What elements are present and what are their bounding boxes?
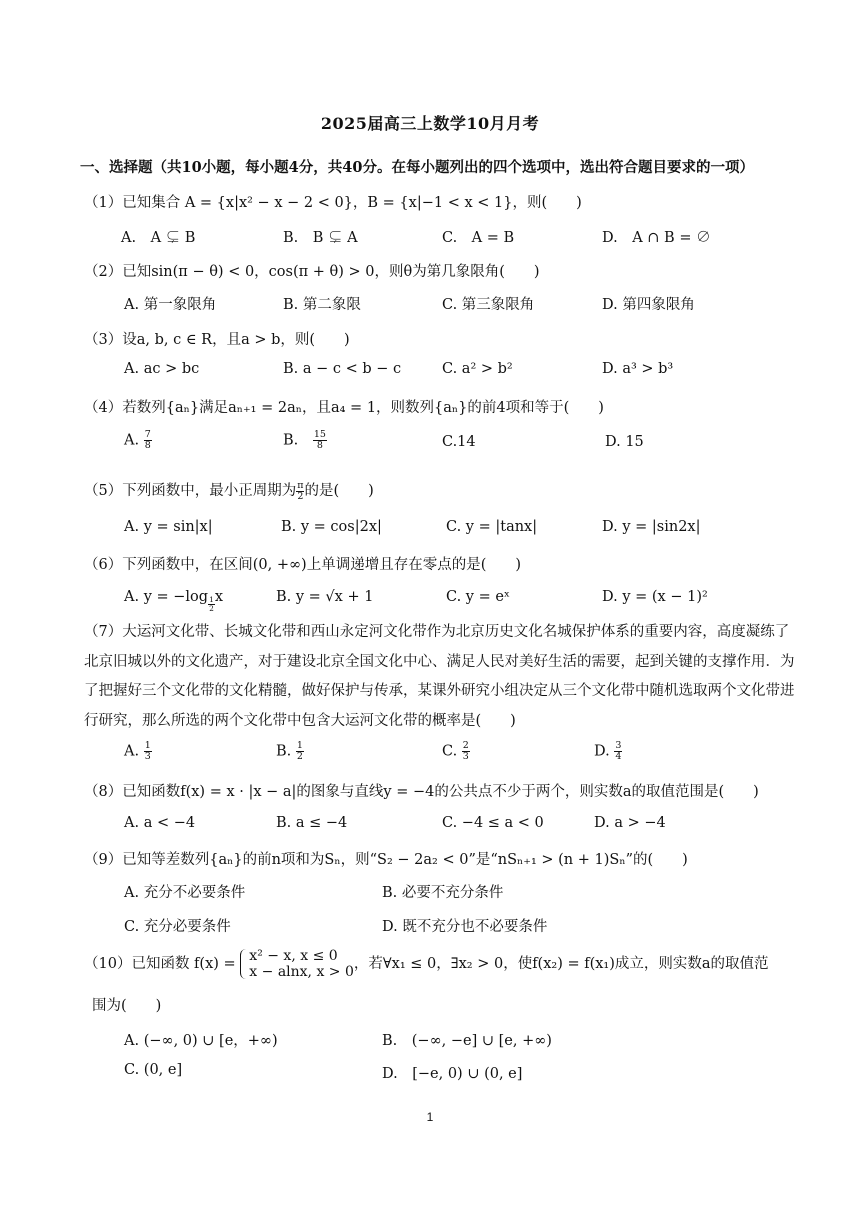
q6-option-d: D. y = (x − 1)²	[602, 589, 708, 605]
fraction-denominator: 2	[209, 604, 214, 613]
q5-option-c: C. y = |tanx|	[446, 519, 538, 535]
q4-option-d: D. 15	[605, 434, 644, 450]
q10-stem-pre: （10）已知函数 f(x) =	[84, 956, 236, 972]
fraction-denominator: 8	[316, 440, 323, 451]
q1-option-a: A. A ⊊ B	[121, 230, 196, 246]
q2-option-d: D. 第四象限角	[602, 297, 695, 313]
question-1-stem: （1）已知集合 A = {x|x² − x − 2 < 0}，B = {x|−1 < x < 1}，则( )	[84, 195, 582, 211]
q5-stem-pre: （5）下列函数中，最小正周期为	[84, 483, 297, 499]
q10-option-b: B. (−∞, −e] ∪ [e, +∞)	[382, 1033, 552, 1049]
fraction-denominator: 3	[144, 751, 151, 762]
q7-option-d	[594, 741, 622, 762]
fraction-numerator: 15	[313, 429, 326, 440]
q2-option-b: B. 第二象限	[283, 297, 361, 313]
q7-option-c-fraction	[462, 741, 470, 762]
q4-option-a-letter: A.	[124, 432, 140, 449]
fraction-numerator: 1	[209, 595, 214, 604]
q4-option-a	[124, 430, 152, 451]
q6-option-a-text: A. y = −log	[124, 589, 209, 605]
fraction-numerator: 3	[615, 740, 622, 751]
question-9-stem: （9）已知等差数列{aₙ}的前n项和为Sₙ，则“S₂ − 2a₂ < 0”是“nSₙ₊₁ > (n + 1)Sₙ”的( )	[84, 852, 688, 868]
q9-option-b: B. 必要不充分条件	[382, 885, 504, 901]
question-8-stem: （8）已知函数f(x) = x · |x − a|的图象与直线y = −4的公共点不少于两个，则实数a的取值范围是( )	[84, 784, 759, 800]
q7-option-d-letter: D.	[594, 743, 610, 760]
q7-option-a	[124, 741, 152, 762]
q8-option-b: B. a ≤ −4	[276, 815, 348, 831]
q3-option-b: B. a − c < b − c	[283, 361, 402, 377]
q10-piecewise-function	[240, 948, 354, 980]
q10-option-d: D. [−e, 0) ∪ (0, e]	[382, 1066, 523, 1082]
q7-option-c-letter: C.	[442, 743, 458, 760]
fraction-denominator: 3	[462, 751, 469, 762]
q7-option-c	[442, 741, 470, 762]
q4-option-b	[283, 430, 327, 451]
fraction-denominator: 2	[296, 751, 303, 762]
question-5-stem	[84, 479, 374, 502]
q9-option-d: D. 既不充分也不必要条件	[382, 919, 548, 935]
fraction-numerator: 1	[296, 740, 303, 751]
fraction-numerator: 7	[144, 429, 151, 440]
question-10-stem	[84, 948, 769, 980]
question-7-stem: （7）大运河文化带、长城文化带和西山永定河文化带作为北京历史文化名城保护体系的重要内容，高度凝练了北京旧城以外的文化遗产，对于建设北京全国文化中心、满足人民对美好生活的需要，起到关键的支撑作用．为了把握好三个文化带的文化精髓，做好保护与传承，某课外研究小组决定从三个文化带中随机选取两个文化带进行研究，那么所选的两个文化带中包含大运河文化带的概率是( )	[84, 624, 795, 729]
question-2-stem: （2）已知sin(π − θ) < 0，cos(π + θ) > 0，则θ为第几象限角( )	[84, 264, 540, 280]
q1-option-d: D. A ∩ B = ∅	[602, 230, 711, 246]
q3-option-c: C. a² > b²	[442, 361, 513, 377]
section-heading: 一、选择题（共10小题，每小题4分，共40分。在每小题列出的四个选项中，选出符合题目要求的一项）	[80, 159, 754, 176]
fraction-denominator: 4	[615, 751, 622, 762]
q7-option-a-fraction	[144, 741, 152, 762]
fraction-numerator: π	[297, 479, 304, 491]
q2-option-a: A. 第一象限角	[124, 297, 217, 313]
q8-option-c: C. −4 ≤ a < 0	[442, 815, 544, 831]
q5-option-b: B. y = cos|2x|	[281, 519, 382, 535]
q6-option-a-log-base	[208, 596, 215, 613]
question-10-stem-line2: 围为( )	[92, 998, 162, 1014]
piecewise-case-1: x² − x, x ≤ 0	[249, 948, 338, 964]
q3-option-a: A. ac > bc	[124, 361, 200, 377]
fraction-denominator: 8	[144, 440, 151, 451]
exam-title: 2025届高三上数学10月月考	[320, 114, 540, 133]
q7-option-b-fraction	[296, 741, 304, 762]
fraction-numerator: 1	[144, 740, 151, 751]
q5-option-d: D. y = |sin2x|	[602, 519, 701, 535]
q4-option-c: C.14	[442, 434, 476, 450]
question-6-stem: （6）下列函数中，在区间(0, +∞)上单调递增且存在零点的是( )	[84, 557, 522, 573]
q6-option-b: B. y = √x + 1	[276, 589, 374, 605]
q7-option-b	[276, 741, 304, 762]
piecewise-case-2: x − alnx, x > 0	[249, 964, 354, 980]
fraction-numerator: 2	[462, 740, 469, 751]
q6-option-a-tail: x	[214, 589, 224, 605]
q6-option-a	[124, 589, 223, 613]
q1-option-c: C. A = B	[442, 230, 515, 246]
q7-option-d-fraction	[614, 741, 622, 762]
q8-option-a: A. a < −4	[124, 815, 196, 831]
q3-option-d: D. a³ > b³	[602, 361, 674, 377]
page-number: 1	[426, 1110, 434, 1124]
q4-option-a-fraction	[144, 430, 152, 451]
q1-option-b: B. B ⊊ A	[283, 230, 358, 246]
question-4-stem: （4）若数列{aₙ}满足aₙ₊₁ = 2aₙ，且a₄ = 1，则数列{aₙ}的前4项和等于( )	[84, 400, 604, 416]
q2-option-c: C. 第三象限角	[442, 297, 535, 313]
fraction-denominator: 2	[297, 490, 304, 502]
q4-option-b-letter: B.	[283, 432, 299, 449]
q4-option-b-fraction	[313, 430, 327, 451]
q9-option-c: C. 充分必要条件	[124, 919, 231, 935]
q5-option-a: A. y = sin|x|	[124, 519, 213, 535]
q7-option-a-letter: A.	[124, 743, 140, 760]
q10-stem-post: ，若∀x₁ ≤ 0，∃x₂ > 0，使f(x₂) = f(x₁)成立，则实数a的取值范	[353, 956, 769, 972]
q9-option-a: A. 充分不必要条件	[124, 885, 246, 901]
q7-option-b-letter: B.	[276, 743, 292, 760]
q6-option-c: C. y = eˣ	[446, 589, 511, 605]
q8-option-d: D. a > −4	[594, 815, 666, 831]
question-3-stem: （3）设a, b, c ∈ R，且a > b，则( )	[84, 332, 350, 348]
q10-option-c: C. (0, e]	[124, 1062, 183, 1078]
q10-option-a: A. (−∞, 0) ∪ [e，+∞)	[124, 1033, 278, 1049]
q5-stem-post: 的是( )	[304, 483, 374, 499]
